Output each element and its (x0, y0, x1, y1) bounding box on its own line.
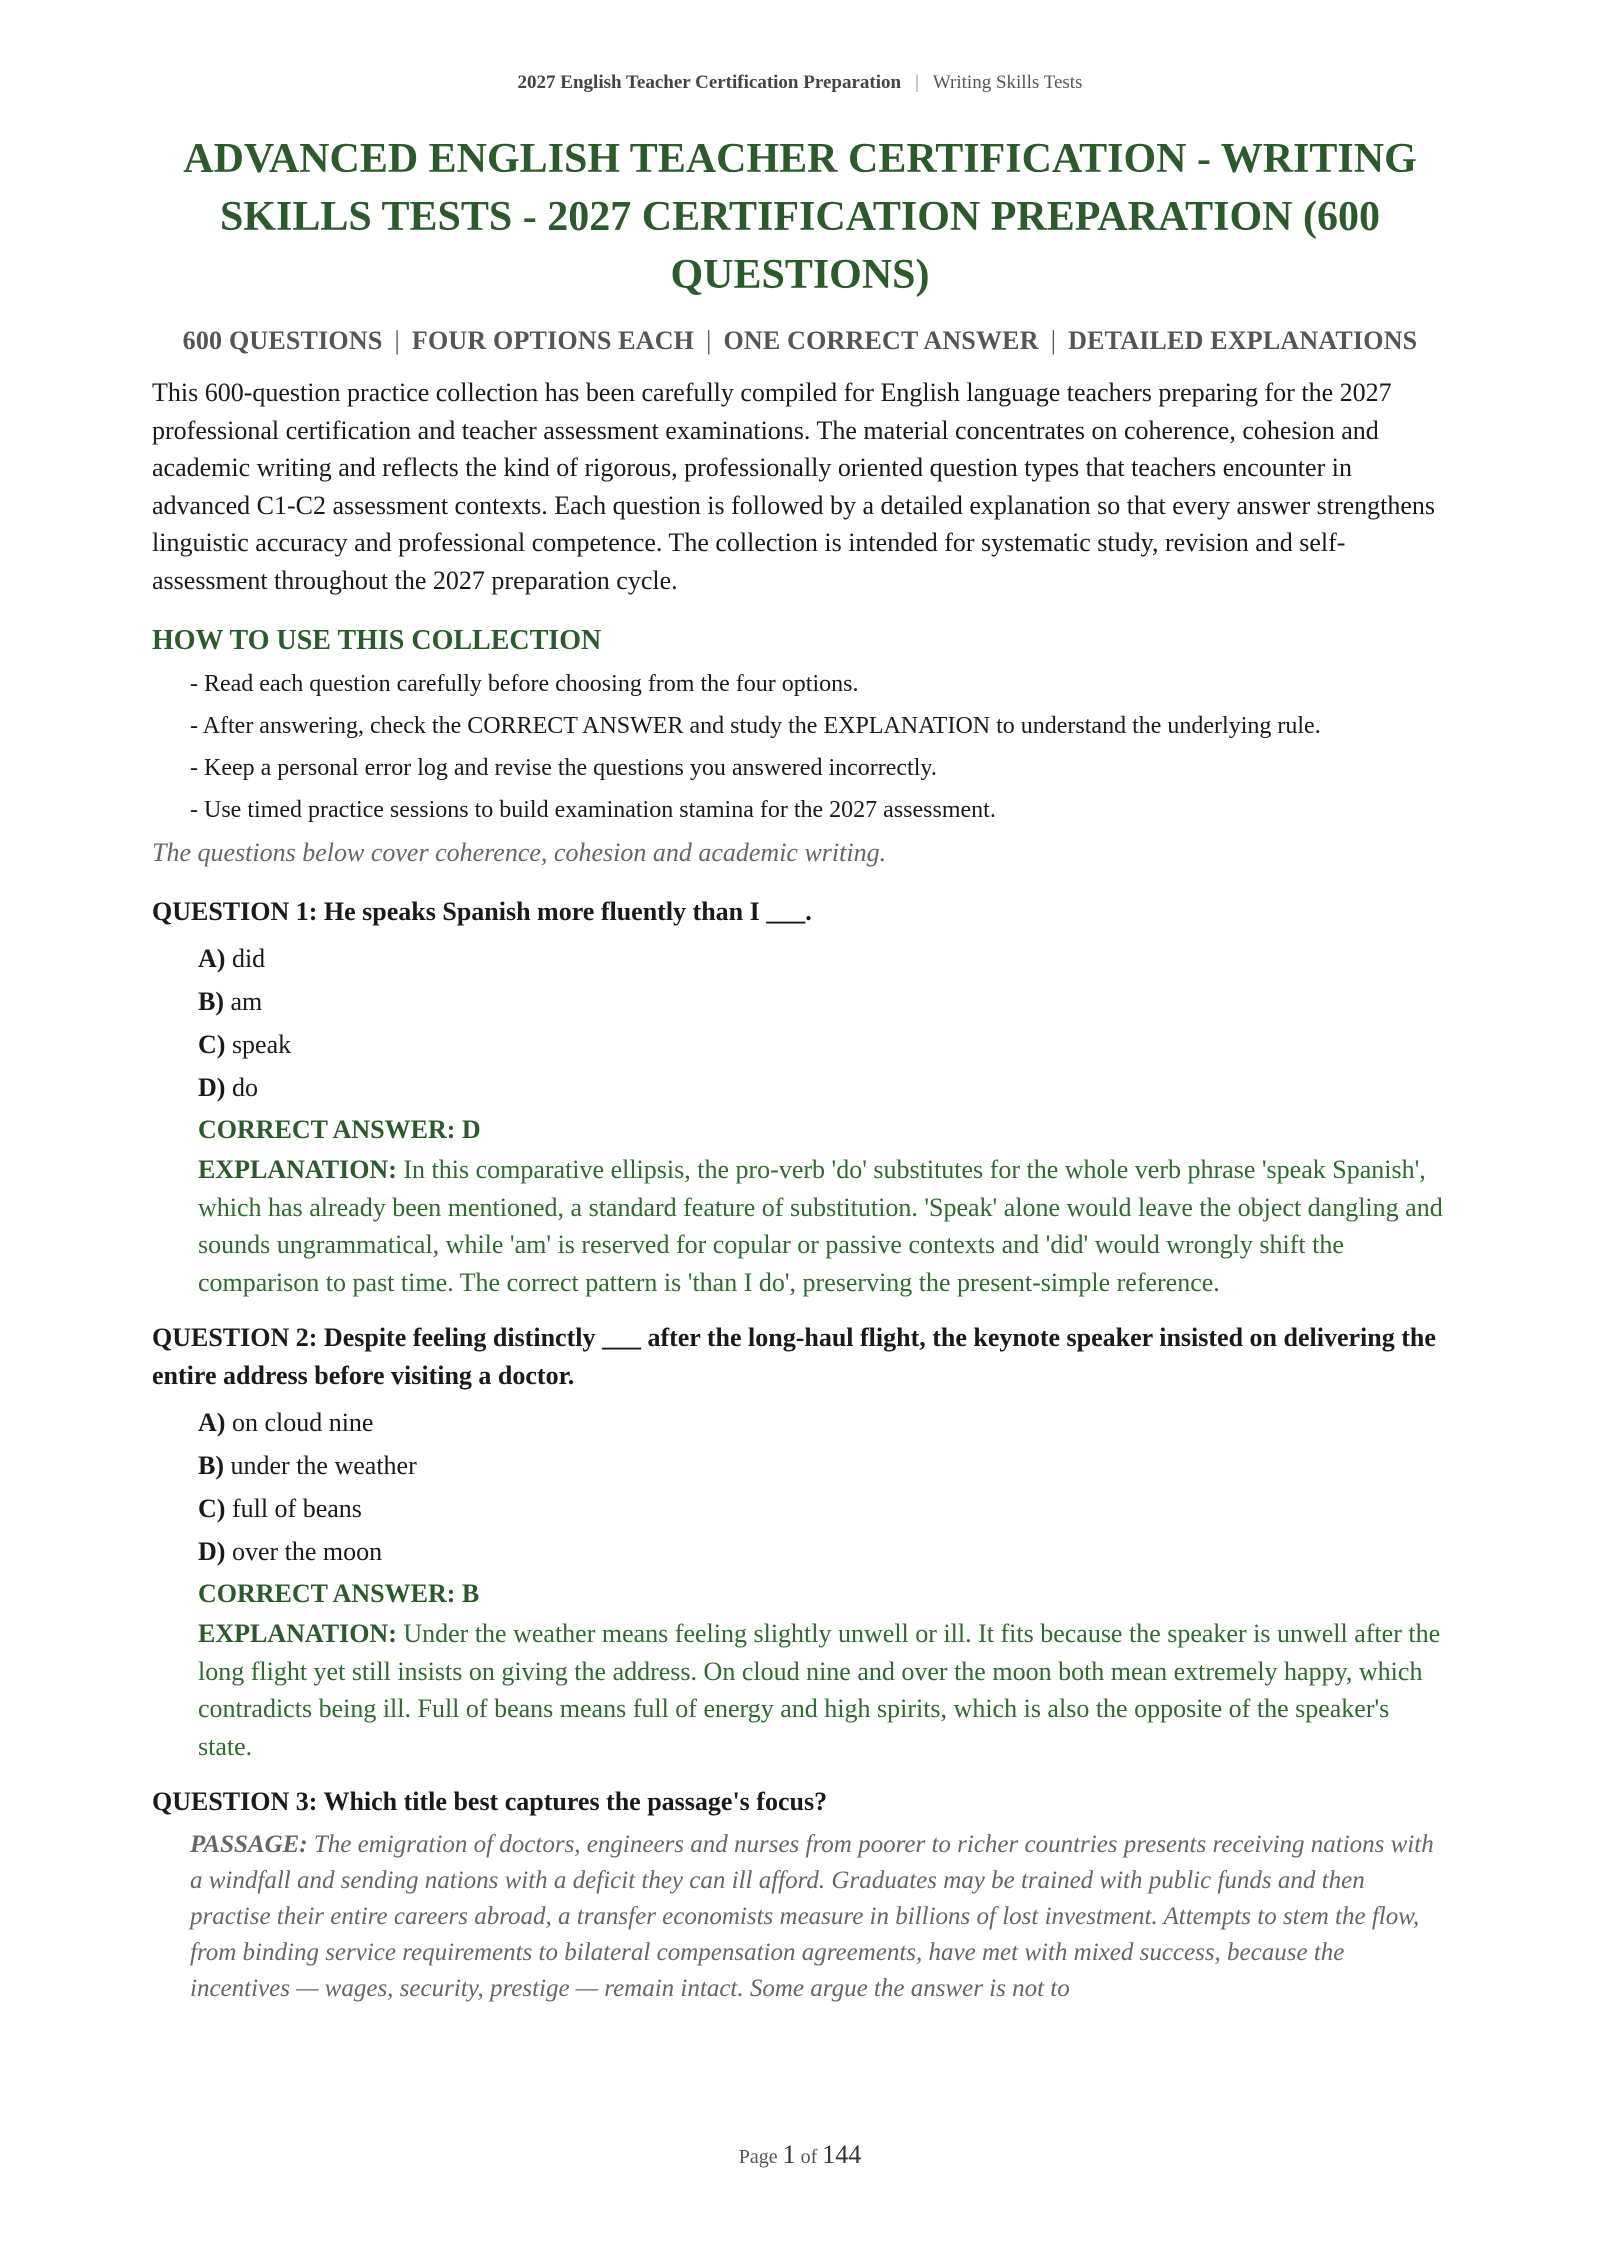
passage-label: PASSAGE: (190, 1831, 308, 1858)
subtitle-item: ONE CORRECT ANSWER (723, 326, 1039, 355)
option-letter: B) (198, 1451, 224, 1480)
page-total: 144 (822, 2140, 862, 2169)
running-header-separator: | (915, 72, 919, 93)
options-list (152, 937, 1448, 1109)
option-c (198, 1023, 1448, 1066)
of-word: of (800, 2146, 818, 2168)
subtitle-separator: | (394, 326, 400, 355)
cover-note: The questions below cover coherence, cohesion and academic writing. (152, 838, 887, 867)
how-to-item: - Read each question carefully before choosing from the four options. (190, 671, 859, 697)
option-b (198, 980, 1448, 1023)
option-letter: D) (198, 1537, 226, 1566)
running-header-right: Writing Skills Tests (932, 72, 1083, 93)
option-letter: D) (198, 1073, 226, 1102)
how-to-item: - After answering, check the CORRECT ANSWER and study the EXPLANATION to understand the underlying rule. (190, 713, 1321, 739)
running-header-left: 2027 English Teacher Certification Preparation (517, 72, 902, 93)
option-letter: A) (198, 1408, 226, 1437)
question-title: QUESTION 1: He speaks Spanish more fluently than I ___. (152, 897, 812, 926)
subtitle-row (152, 326, 1448, 356)
how-to-item: - Use timed practice sessions to build examination stamina for the 2027 assessment. (190, 797, 996, 823)
option-d (198, 1530, 1448, 1573)
question-3 (152, 1783, 1448, 2007)
question-title: QUESTION 2: Despite feeling distinctly ___ after the long-haul flight, the keynote speaker insisted on delivering the entire address before visiting a doctor. (152, 1323, 1436, 1390)
option-text: speak (231, 1030, 292, 1059)
document-title: ADVANCED ENGLISH TEACHER CERTIFICATION - WRITING SKILLS TESTS - 2027 CERTIFICATION PREPARATION (600 QUESTIONS) (183, 136, 1417, 298)
explanation (152, 1615, 1448, 1765)
subtitle-item: FOUR OPTIONS EACH (411, 326, 695, 355)
explanation-text: Under the weather means feeling slightly unwell or ill. It fits because the speaker is unwell after the long flight yet still insists on giving the address. On cloud nine and over the moon both mean extremely happy, which contradicts being ill. Full of beans means full of energy and high spirits, which is also the opposite of the speaker's state. (198, 1619, 1441, 1761)
option-a (198, 1401, 1448, 1444)
option-b (198, 1444, 1448, 1487)
explanation-label: EXPLANATION: (198, 1155, 397, 1184)
option-a (198, 937, 1448, 980)
option-text: over the moon (231, 1537, 383, 1566)
option-text: did (231, 944, 266, 973)
option-c (198, 1487, 1448, 1530)
intro-paragraph: This 600-question practice collection has been carefully compiled for English language teachers preparing for the 2027 professional certification and teacher assessment examinations. The material concentrates on coherence, cohesion and academic writing and reflects the kind of rigorous, professionally oriented question types that teachers encounter in advanced C1-C2 assessment contexts. Each question is followed by a detailed explanation so that every answer strengthens linguistic accuracy and professional competence. The collection is intended for systematic study, revision and self-assessment throughout the 2027 preparation cycle. (152, 378, 1436, 595)
running-header (152, 72, 1448, 94)
option-d (198, 1066, 1448, 1109)
correct-answer: CORRECT ANSWER: B (198, 1579, 480, 1608)
explanation-label: EXPLANATION: (198, 1619, 397, 1648)
option-text: full of beans (231, 1494, 362, 1523)
option-text: on cloud nine (231, 1408, 374, 1437)
page-word: Page (738, 2146, 778, 2168)
page-number: 1 (782, 2140, 796, 2169)
explanation-text: In this comparative ellipsis, the pro-verb 'do' substitutes for the whole verb phrase 'speak Spanish', which has already been mentioned, a standard feature of substitution. 'Speak' alone would leave the object dangling and sounds ungrammatical, while 'am' is reserved for copular or passive contexts and 'did' would wrongly shift the comparison to past time. The correct pattern is 'than I do', preserving the present-simple reference. (198, 1155, 1443, 1297)
how-to-list (152, 667, 1448, 827)
option-text: do (231, 1073, 258, 1102)
option-letter: C) (198, 1494, 226, 1523)
subtitle-item: DETAILED EXPLANATIONS (1068, 326, 1418, 355)
question-title: QUESTION 3: Which title best captures the passage's focus? (152, 1787, 828, 1816)
correct-answer: CORRECT ANSWER: D (198, 1115, 481, 1144)
how-to-heading: HOW TO USE THIS COLLECTION (152, 625, 602, 656)
passage (152, 1827, 1448, 2007)
options-list (152, 1401, 1448, 1573)
option-letter: A) (198, 944, 226, 973)
question-1 (152, 893, 1448, 1301)
option-text: under the weather (230, 1451, 417, 1480)
page-footer (0, 2140, 1600, 2170)
subtitle-separator: | (1050, 326, 1057, 355)
subtitle-separator: | (706, 326, 712, 355)
option-letter: C) (198, 1030, 226, 1059)
option-text: am (230, 987, 263, 1016)
option-letter: B) (198, 987, 224, 1016)
passage-text: The emigration of doctors, engineers and nurses from poorer to richer countries presents receiving nations with a windfall and sending nations with a deficit they can ill afford. Graduates may be trained with public funds and then practise their entire careers abroad, a transfer economists measure in billions of lost investment. Attempts to stem the flow, from binding service requirements to bilateral compensation agreements, have met with mixed success, because the incentives — wages, security, prestige — remain intact. Some argue the answer is not to (190, 1831, 1434, 2002)
how-to-item: - Keep a personal error log and revise the questions you answered incorrectly. (190, 755, 937, 781)
question-2 (152, 1319, 1448, 1765)
subtitle-item: 600 QUESTIONS (182, 326, 383, 355)
explanation (152, 1151, 1448, 1301)
